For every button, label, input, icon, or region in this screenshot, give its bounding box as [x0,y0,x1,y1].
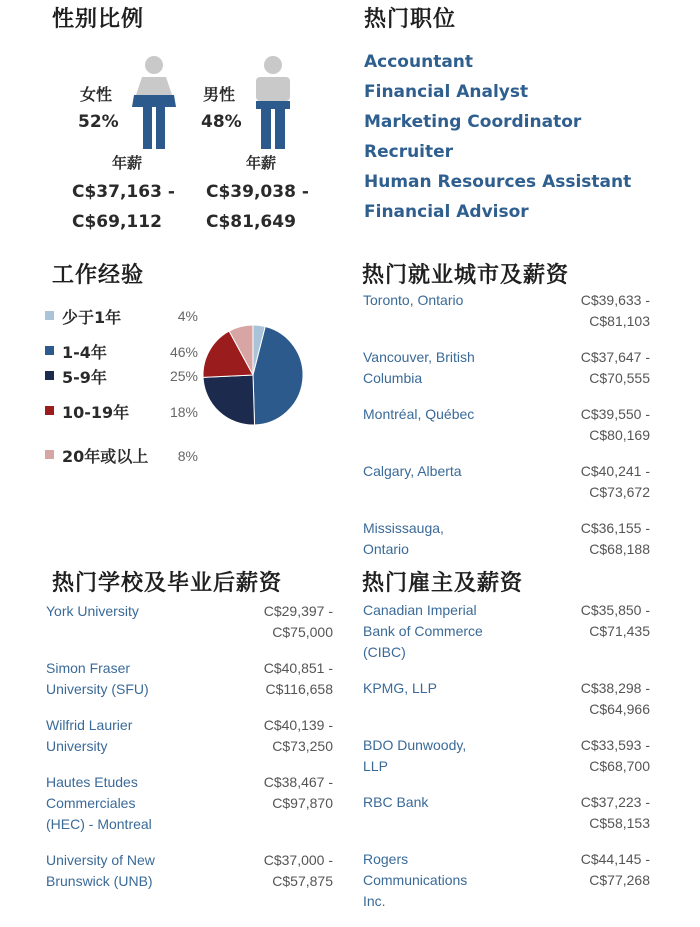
job-item: Recruiter [364,142,454,162]
legend-swatch [45,371,54,380]
school-salary: C$73,250 [272,738,333,754]
city-salary: C$80,169 [589,427,650,443]
city-salary: C$70,555 [589,370,650,386]
experience-pie-chart [200,322,306,428]
legend-swatch [45,346,54,355]
legend-label: 10-19年 [62,403,130,422]
school-salary: C$116,658 [265,681,333,697]
female-salary-label: 年薪 [112,154,143,172]
employer-name[interactable]: KPMG, LLP [363,680,437,696]
male-icon [252,55,294,151]
city-salary: C$40,241 - [580,463,650,479]
school-name[interactable]: University of New [46,852,155,868]
employer-name[interactable]: LLP [363,758,388,774]
school-salary: C$29,397 - [263,603,333,619]
male-salary-low: C$39,038 - [206,182,309,202]
city-name[interactable]: Ontario [363,541,409,557]
employer-name[interactable]: Communications [363,872,468,888]
jobs-title: 热门职位 [364,7,457,32]
legend-swatch [45,450,54,459]
job-item: Accountant [364,52,474,72]
legend-label: 少于1年 [62,308,122,327]
school-name[interactable]: Wilfrid Laurier [46,717,133,733]
legend-swatch [45,311,54,320]
employers-title: 热门雇主及薪资 [362,571,524,596]
city-salary: C$39,633 - [580,292,650,308]
pct-label: 4% [177,308,198,324]
cities-title: 热门就业城市及薪资 [362,263,570,288]
city-salary: C$68,188 [589,541,650,557]
pie-slice-3 [203,375,255,425]
pct-label: 8% [177,448,198,464]
city-name[interactable]: Toronto, Ontario [363,292,464,308]
school-salary: C$97,870 [272,795,333,811]
school-name[interactable]: Commerciales [46,795,136,811]
school-name[interactable]: Simon Fraser [46,660,131,676]
employer-salary: C$77,268 [589,872,650,888]
city-salary: C$37,647 - [580,349,650,365]
male-pct: 48% [201,112,242,132]
city-name[interactable]: Vancouver, British [363,349,475,365]
female-salary-low: C$37,163 - [72,182,175,202]
experience-title: 工作经验 [52,263,145,288]
male-salary-high: C$81,649 [206,212,296,232]
employer-name[interactable]: RBC Bank [363,794,429,810]
job-item: Marketing Coordinator [364,112,582,132]
employer-salary: C$64,966 [589,701,650,717]
school-name[interactable]: University [46,738,108,754]
school-salary: C$57,875 [272,873,333,889]
employer-salary: C$35,850 - [580,602,650,618]
female-pct: 52% [78,112,119,132]
female-label: 女性 [80,85,113,104]
job-item: Financial Analyst [364,82,529,102]
school-salary: C$40,851 - [263,660,333,676]
job-item: Financial Advisor [364,202,529,222]
city-name[interactable]: Columbia [363,370,423,386]
female-icon [130,55,178,151]
gender-title: 性别比例 [52,7,145,32]
city-salary: C$39,550 - [580,406,650,422]
school-name[interactable]: York University [46,603,139,619]
male-salary-label: 年薪 [246,154,277,172]
school-name[interactable]: Hautes Etudes [46,774,138,790]
male-label: 男性 [203,85,236,104]
pct-label: 25% [169,368,198,384]
school-name[interactable]: Brunswick (UNB) [46,873,153,889]
employer-name[interactable]: (CIBC) [363,644,406,660]
employer-salary: C$71,435 [589,623,650,639]
employer-name[interactable]: Canadian Imperial [363,602,477,618]
pct-label: 46% [169,344,198,360]
employer-salary: C$33,593 - [580,737,650,753]
legend-label: 5-9年 [62,368,107,387]
pct-label: 18% [169,404,198,420]
school-name[interactable]: University (SFU) [46,681,149,697]
city-name[interactable]: Mississauga, [363,520,444,536]
city-salary: C$73,672 [589,484,650,500]
employer-name[interactable]: Inc. [363,893,386,909]
legend-swatch [45,406,54,415]
legend-label: 20年或以上 [62,447,149,466]
school-salary: C$38,467 - [263,774,333,790]
employer-salary: C$37,223 - [580,794,650,810]
employer-salary: C$44,145 - [580,851,650,867]
school-salary: C$40,139 - [263,717,333,733]
city-name[interactable]: Montréal, Québec [363,406,475,422]
employer-salary: C$58,153 [589,815,650,831]
schools-title: 热门学校及毕业后薪资 [52,571,283,596]
city-name[interactable]: Calgary, Alberta [363,463,462,479]
school-salary: C$75,000 [272,624,333,640]
city-salary: C$36,155 - [580,520,650,536]
employer-salary: C$68,700 [589,758,650,774]
school-name[interactable]: (HEC) - Montreal [46,816,152,832]
job-item: Human Resources Assistant [364,172,632,192]
city-salary: C$81,103 [589,313,650,329]
employer-name[interactable]: Bank of Commerce [363,623,483,639]
employer-name[interactable]: Rogers [363,851,409,867]
school-salary: C$37,000 - [263,852,333,868]
employer-name[interactable]: BDO Dunwoody, [363,737,467,753]
employer-salary: C$38,298 - [580,680,650,696]
legend-label: 1-4年 [62,343,107,362]
female-salary-high: C$69,112 [72,212,162,232]
